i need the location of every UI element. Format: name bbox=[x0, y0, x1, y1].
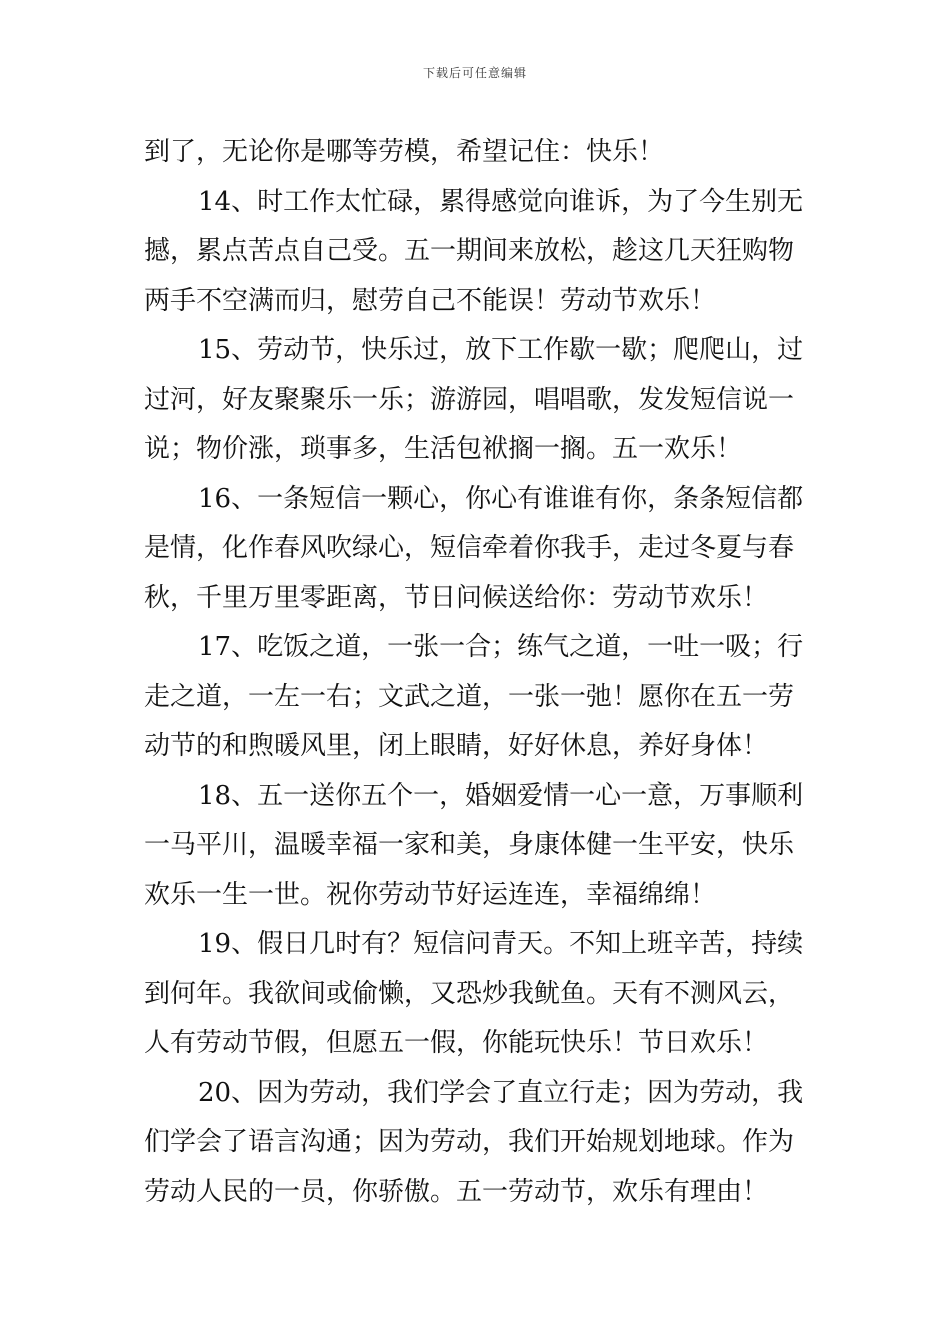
paragraph-15 bbox=[144, 326, 810, 475]
text-line: 16、一条短信一颗心，你心有谁谁有你，条条短信都 bbox=[198, 483, 804, 514]
text-line: 15、劳动节，快乐过，放下工作歇一歇；爬爬山，过 bbox=[198, 335, 804, 365]
text-line: 到何年。我欲间或偷懒，又恐炒我鱿鱼。天有不测风云， bbox=[144, 978, 795, 1009]
text-line: 人有劳动节假，但愿五一假，你能玩快乐！节日欢乐！ bbox=[144, 1028, 769, 1058]
text-line: 劳动人民的一员，你骄傲。五一劳动节，欢乐有理由！ bbox=[144, 1176, 769, 1207]
text-line: 17、吃饭之道，一张一合；练气之道，一吐一吸；行 bbox=[198, 632, 804, 662]
paragraph-18 bbox=[144, 772, 810, 921]
page-header: 下载后可任意编辑 bbox=[422, 66, 527, 80]
text-line: 动节的和煦暖风里，闭上眼睛，好好休息，养好身体！ bbox=[144, 731, 769, 761]
text-line: 撼，累点苦点自己受。五一期间来放松，趁这几天狂购物 bbox=[144, 236, 795, 266]
paragraph-continuation bbox=[144, 128, 810, 178]
text-line: 秋，千里万里零距离，节日问候送给你：劳动节欢乐！ bbox=[144, 582, 769, 613]
paragraph-14 bbox=[144, 178, 810, 327]
text-line: 是情，化作春风吹绿心，短信牵着你我手，走过冬夏与春 bbox=[144, 533, 795, 563]
text-line: 到了，无论你是哪等劳模，希望记住：快乐！ bbox=[144, 137, 665, 167]
paragraph-16 bbox=[144, 475, 810, 624]
document-body bbox=[144, 128, 810, 1217]
text-line: 两手不空满而归，慰劳自己不能误！劳动节欢乐！ bbox=[144, 285, 717, 316]
paragraph-20 bbox=[144, 1069, 810, 1218]
text-line: 18、五一送你五个一，婚姻爱情一心一意，万事顺利 bbox=[198, 780, 804, 811]
text-line: 过河，好友聚聚乐一乐；游游园，唱唱歌，发发短信说一 bbox=[144, 384, 795, 415]
text-line: 们学会了语言沟通；因为劳动，我们开始规划地球。作为 bbox=[144, 1127, 795, 1157]
text-line: 欢乐一生一世。祝你劳动节好运连连，幸福绵绵！ bbox=[144, 879, 717, 910]
text-line: 走之道，一左一右；文武之道，一张一弛！愿你在五一劳 bbox=[144, 681, 795, 712]
text-line: 19、假日几时有？短信问青天。不知上班辛苦，持续 bbox=[198, 929, 804, 959]
paragraph-19 bbox=[144, 920, 810, 1069]
text-line: 20、因为劳动，我们学会了直立行走；因为劳动，我 bbox=[198, 1077, 804, 1108]
text-line: 一马平川，温暖幸福一家和美，身康体健一生平安，快乐 bbox=[144, 830, 795, 860]
text-line: 14、时工作太忙碌，累得感觉向谁诉，为了今生别无 bbox=[198, 186, 804, 217]
paragraph-17 bbox=[144, 623, 810, 772]
text-line: 说；物价涨，琐事多，生活包袱搁一搁。五一欢乐！ bbox=[144, 434, 743, 464]
